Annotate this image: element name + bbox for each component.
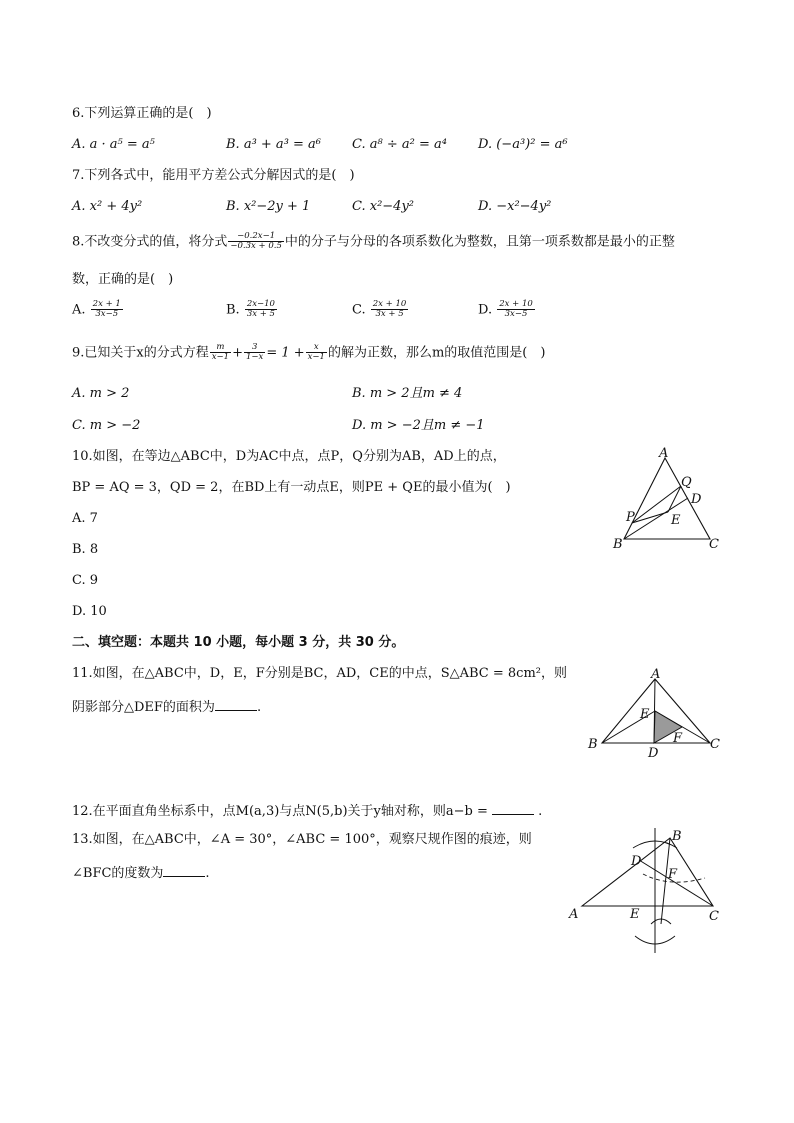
- q8-option-c: [352, 300, 409, 320]
- q11-stem-line2: [72, 697, 261, 716]
- q8-option-b-fraction: [245, 300, 277, 320]
- q10-option-d: D. 10: [72, 604, 107, 619]
- q10-label-p: P: [626, 510, 635, 525]
- q8-option-d-label: D.: [478, 302, 493, 318]
- q9-equals: = 1 +: [266, 345, 305, 361]
- q13-answer-blank[interactable]: [163, 863, 205, 877]
- q9-fraction-2-num: 3: [244, 343, 265, 353]
- q10-label-a: A: [659, 446, 669, 461]
- q8-option-d-fraction: [497, 300, 535, 320]
- q8-option-b: [226, 300, 278, 320]
- q9-option-c: C. m > −2: [72, 418, 141, 433]
- q8-option-d-num: 2x + 10: [499, 299, 533, 309]
- q9-fraction-1-num: m: [210, 343, 231, 353]
- q7-option-d: D. −x²−4y²: [478, 199, 552, 214]
- q9-fraction-3-num: x: [306, 343, 327, 353]
- section-title-fill-in: 二、填空题：本题共 10 小题，每小题 3 分，共 30 分。: [72, 635, 405, 650]
- q13-stem-line2-text: ∠BFC的度数为: [72, 866, 164, 881]
- q9-option-a: A. m > 2: [72, 386, 130, 401]
- q8-option-c-label: C.: [352, 302, 366, 318]
- q11-stem-line2-end: .: [256, 700, 262, 715]
- q9-stem-a: 9.已知关于x的分式方程: [72, 345, 209, 361]
- q10-label-b: B: [613, 537, 623, 552]
- q9-fraction-1: [210, 343, 231, 363]
- q11-figure: [582, 665, 732, 765]
- q9-fraction-3: [306, 343, 327, 363]
- q13-label-b: B: [672, 829, 682, 844]
- q13-stem-line2: [72, 863, 210, 882]
- q10-label-q: Q: [681, 475, 692, 490]
- q11-label-c: C: [710, 737, 720, 752]
- q6-stem: 6.下列运算正确的是( ): [72, 106, 212, 121]
- q10-stem-line2: BP = AQ = 3，QD = 2，在BD上有一动点E，则PE + QE的最小值为( ): [72, 480, 511, 495]
- q8-stem-b: 中的分子与分母的各项系数化为整数，且第一项系数都是最小的正整: [284, 234, 675, 250]
- q11-answer-blank[interactable]: [215, 697, 257, 711]
- q13-label-c: C: [709, 909, 719, 924]
- q8-fraction-denominator: −0.3x + 0.5: [230, 241, 282, 252]
- q7-stem: 7.下列各式中，能用平方差公式分解因式的是( ): [72, 168, 355, 183]
- q8-option-c-fraction: [371, 300, 409, 320]
- q8-option-a-num: 2x + 1: [92, 299, 121, 309]
- q13-label-e: E: [630, 907, 640, 922]
- q11-label-e: E: [640, 707, 650, 722]
- q9-fraction-2-den: 1−x: [245, 352, 264, 363]
- q9-option-b: B. m > 2且m ≠ 4: [352, 386, 463, 401]
- q8-stem-a: 8.不改变分式的值，将分式: [72, 234, 228, 250]
- q9-stem: [72, 343, 545, 363]
- q9-fraction-2: [244, 343, 265, 363]
- q10-option-b: B. 8: [72, 542, 99, 557]
- q13-stem-line1: 13.如图，在△ABC中，∠A = 30°，∠ABC = 100°，观察尺规作图的痕迹，则: [72, 832, 532, 847]
- q11-label-a: A: [651, 667, 661, 682]
- q9-fraction-3-den: x−1: [307, 352, 325, 363]
- q6-option-c: C. a⁸ ÷ a² = a⁴: [352, 137, 447, 152]
- q11-stem-line1: 11.如图，在△ABC中，D，E，F分别是BC，AD，CE的中点，S△ABC = 8cm²，则: [72, 666, 568, 681]
- q13-label-d: D: [631, 854, 642, 869]
- q13-label-a: A: [569, 907, 579, 922]
- q10-label-e: E: [671, 513, 681, 528]
- q11-label-d: D: [648, 746, 659, 761]
- q8-option-c-num: 2x + 10: [372, 299, 407, 309]
- q6-option-b: B. a³ + a³ = a⁶: [226, 137, 322, 152]
- q7-option-c: C. x²−4y²: [352, 199, 415, 214]
- q12-stem-text: 12.在平面直角坐标系中，点M(a,3)与点N(5,b)关于y轴对称，则a−b =: [72, 804, 488, 819]
- q6-option-a: A. a · a⁵ = a⁵: [72, 137, 155, 152]
- q8-stem-line2: 数，正确的是( ): [72, 272, 174, 287]
- q12-answer-blank[interactable]: [492, 801, 534, 815]
- q8-option-a: [72, 300, 124, 320]
- q8-option-c-den: 3x + 5: [375, 309, 404, 320]
- q9-fraction-1-den: x−1: [211, 352, 230, 363]
- q8-option-a-label: A.: [72, 302, 86, 318]
- q12-stem-end: .: [538, 804, 543, 819]
- q9-stem-b: 的解为正数，那么m的取值范围是( ): [327, 345, 546, 361]
- q6-option-d: D. (−a³)² = a⁶: [478, 137, 568, 152]
- q12-stem: [72, 801, 542, 820]
- q10-stem-line1: 10.如图，在等边△ABC中，D为AC中点，点P，Q分别为AB，AD上的点，: [72, 449, 506, 464]
- q10-label-d: D: [691, 492, 702, 507]
- q10-option-c: C. 9: [72, 573, 99, 588]
- q8-option-b-den: 3x + 5: [246, 309, 275, 320]
- q11-stem-line2-text: 阴影部分△DEF的面积为: [72, 700, 215, 715]
- q8-option-d-den: 3x−5: [504, 309, 528, 320]
- q13-triangle-abc: [582, 838, 713, 906]
- q13-stem-line2-end: .: [205, 866, 210, 881]
- q10-label-c: C: [709, 537, 719, 552]
- q11-label-b: B: [588, 737, 598, 752]
- q8-option-b-label: B.: [226, 302, 240, 318]
- q8-option-d: [478, 300, 536, 320]
- q10-option-a: A. 7: [72, 511, 98, 526]
- q9-plus: +: [232, 345, 243, 361]
- q9-option-d: D. m > −2且m ≠ −1: [352, 418, 485, 433]
- q8-fraction-numerator: −0.2x−1: [228, 232, 283, 242]
- q11-label-f: F: [673, 731, 683, 746]
- q8-option-b-num: 2x−10: [246, 299, 275, 309]
- q8-option-a-den: 3x−5: [95, 309, 119, 320]
- q7-option-a: A. x² + 4y²: [72, 199, 143, 214]
- q13-helper-line: [655, 826, 660, 906]
- q8-stem-line1: [72, 232, 675, 252]
- q7-option-b: B. x²−2y + 1: [226, 199, 311, 214]
- q13-figure: [565, 826, 735, 956]
- q10-figure: [605, 445, 735, 555]
- q10-segment-qe: [668, 486, 681, 512]
- q8-fraction: [228, 232, 283, 252]
- q8-option-a-fraction: [91, 300, 123, 320]
- q13-label-f: F: [668, 867, 678, 882]
